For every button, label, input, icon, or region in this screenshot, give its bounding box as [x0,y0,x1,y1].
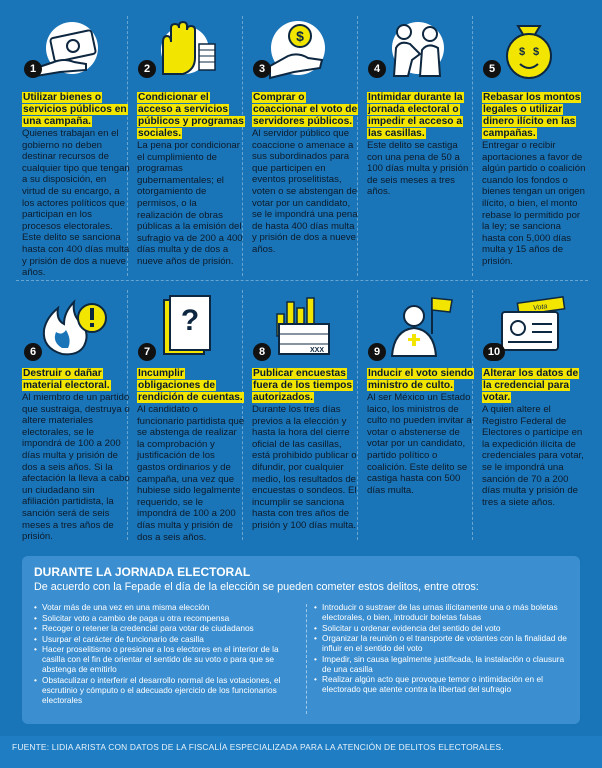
list-item: • Usurpar el carácter de funcionario de casilla [34,634,296,644]
crime-title: Destruir o dañar material electoral. [23,368,110,391]
row-separator [16,280,588,281]
crime-title: Intimidar durante la jornada electoral o impedir el acceso a las casillas. [368,92,463,139]
election-day-panel [22,556,580,724]
crime-number-badge: 2 [138,60,156,78]
crime-description: Entregar o recibir aportaciones a favor de algún partido o coalición cuando los fondos o bienes tengan un origen ilícito, o bien, el monto rebase lo permitido por la ley; se sanciona hasta con 5,000 días multa y 15 años de prisión. [482,140,586,267]
svg-text:$: $ [532,46,540,58]
crime-card [367,92,475,198]
crime-card [137,368,245,543]
panel-divider [306,604,307,714]
crime-number-badge: 10 [483,343,505,361]
crime-title: Rebasar los montos legales o utilizar dinero ilícito en las campañas. [483,92,581,139]
stop-hand-icon [145,18,219,82]
left-crime-list [34,602,296,705]
crime-card [367,368,475,496]
poll-calendar-icon [265,294,339,358]
list-item: • Organizar la reunión o el transporte de votantes con la finalidad de influir en el sentido del voto [314,633,570,653]
priest-flag-icon [380,294,454,358]
money-bag-icon [492,18,566,82]
crime-description: Al candidato o funcionario partidista que se abstenga de realizar la comprobación y justificación de los gastos ordinarios y de campaña, una vez que hubiese sido legalmente requerido, se le impondrá de 100 a 200 días multa y prisión de dos a seis años. [137,404,245,543]
panel-title: DURANTE LA JORNADA ELECTORAL [34,565,251,579]
crime-description: A quien altere el Registro Federal de Electores o participe en la expedición ilícita de credenciales para votar, se le impondrá una sanción de 70 a 200 días multa y prisión de tres a siete años. [482,404,584,508]
voter-id-icon [496,294,570,358]
crime-number-badge: 7 [138,343,156,361]
crime-card [252,92,360,256]
crime-title: Condicionar el acceso a servicios públicos y programas sociales. [138,92,244,139]
crime-card [22,92,130,279]
right-crime-list [314,602,570,695]
svg-text:?: ? [180,304,200,337]
intimidation-icon [380,18,454,82]
crime-number-badge: 5 [483,60,501,78]
list-item: • Introducir o sustraer de las urnas ilícitamente una o más boletas electorales, o bien, introducir boletas falsas [314,602,570,622]
crime-number-badge: 4 [368,60,386,78]
crime-title: Publicar encuestas fuera de los tiempos autorizados. [253,368,353,403]
crime-description: La pena por condicionar el cumplimiento de programas gubernamentales; el otorgamiento de permisos, o la realización de obras públicas a la emisión del sufragio va de 200 a 400 días multa y de dos a nueve años de prisión. [137,140,243,267]
svg-text:$: $ [296,28,304,44]
list-item: • Impedir, sin causa legalmente justificada, la instalación o clausura de una casilla [314,654,570,674]
panel-subtitle: De acuerdo con la Fepade el día de la elección se pueden cometer estos delitos, entre otros: [34,581,479,593]
crime-description: Al servidor público que coaccione o amenace a sus subordinados para que participen en eventos proselitistas, voten o se abstengan de votar por un candidato, se le impondrá una pena de hasta 400 días multa y prisión de dos a nueve años. [252,128,358,255]
crime-description: Quienes trabajan en el gobierno no deben destinar recursos de cualquier tipo que tengan a su disposición, en virtud de su encargo, a los actores políticos que participan en los procesos electorales. Este delito se sanciona hasta con 400 días multa y prisión de dos a nueve años. [22,128,130,279]
list-item: • Obstaculizar o interferir el desarrollo normal de las votaciones, el escrutinio y cómputo o el adecuado ejercicio de los funcionarios electorales [34,675,296,705]
coin-hand-icon [262,18,336,82]
crime-number-badge: 8 [253,343,271,361]
list-item: • Solicitar voto a cambio de paga u otra recompensa [34,613,296,623]
source-footer [0,736,602,768]
crime-description: Durante los tres días previos a la elección y hasta la hora del cierre oficial de las casillas, está prohibido publicar o difundir, por cualquier medio, los resultados de encuestas o sondeos. El incumplir se sanciona hasta con tres años de prisión y 100 días multa. [252,404,357,531]
voter-id-text: Vota [532,303,548,313]
list-item: • Recoger o retener la credencial para votar de ciudadanos [34,623,296,633]
crime-card [137,92,245,268]
crime-description: Al ser México un Estado laico, los ministros de culto no pueden invitar a votar o abstenerse de votar por un candidato, partido político o coalición. Este delito se castiga hasta con 500 días multa. [367,392,472,496]
crime-title: Incumplir obligaciones de rendición de cuentas. [138,368,243,403]
crime-title: Utilizar bienes o servicios públicos en una campaña. [23,92,127,127]
fire-warning-icon [36,294,110,358]
crime-card [252,368,360,532]
crime-card [482,368,586,508]
question-document-icon [150,294,224,358]
list-item: • Realizar algún acto que provoque temor o intimidación en el electorado que atente contra la libertad del sufragio [314,674,570,694]
crime-number-badge: 3 [253,60,271,78]
crime-description: Al miembro de un partido que sustraiga, destruya o altere materiales electorales, se le impondrá de 100 a 200 días multa y prisión de dos a seis años. Si la afectación la lleva a cabo un ciudadano sin afiliación partidista, la sanción será de seis meses a tres años de prisión. [22,392,130,543]
poll-ballot-text: XXX [309,347,325,354]
svg-text:$: $ [518,46,526,58]
crime-title: Alterar los datos de la credencial para votar. [483,368,579,403]
crime-number-badge: 1 [24,60,42,78]
crime-title: Inducir el voto siendo ministro de culto. [368,368,474,391]
source-note: FUENTE: LIDIA ARISTA CON DATOS DE LA FISCALÍA ESPECIALIZADA PARA LA ATENCIÓN DE DELITOS ELECTORALES. [12,742,504,752]
crime-number-badge: 6 [24,343,42,361]
crime-number-badge: 9 [368,343,386,361]
list-item: • Solicitar u ordenar evidencia del sentido del voto [314,623,570,633]
crime-card [482,92,586,268]
crime-description: Este delito se castiga con una pena de 50 a 100 días multa y prisión de seis meses a tres años. [367,140,469,198]
crime-card [22,368,130,543]
list-item: • Votar más de una vez en una misma elección [34,602,296,612]
crime-title: Comprar o coaccionar el voto de servidores públicos. [253,92,358,127]
list-item: • Hacer proselitismo o presionar a los electores en el interior de la casilla con el fin de orientar el sentido de su voto o para que se abstenga de emitirlo [34,644,296,674]
